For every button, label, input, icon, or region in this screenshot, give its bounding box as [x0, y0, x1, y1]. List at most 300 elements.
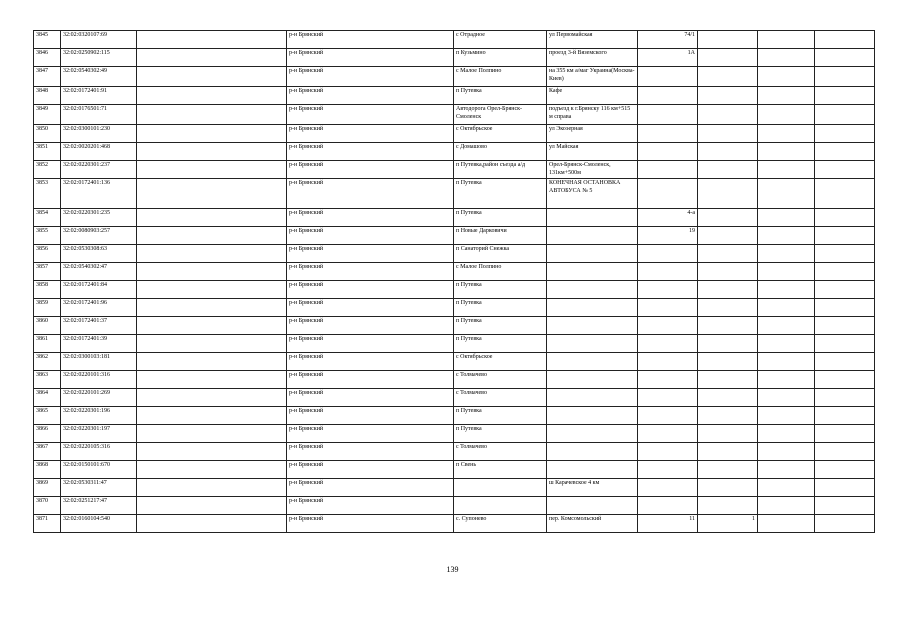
house-number-cell: [638, 245, 698, 263]
locality-cell: с Толмачево: [454, 443, 547, 461]
table-row: [34, 49, 875, 67]
table-row: [34, 443, 875, 461]
locality-cell: п Путевка: [454, 407, 547, 425]
cadastral-number-cell: 32:02:0250902:115: [61, 49, 137, 67]
empty-cell: [137, 335, 287, 353]
table-row: [34, 263, 875, 281]
table-row: [34, 281, 875, 299]
locality-cell: с. Супонево: [454, 515, 547, 533]
house-number-cell: [638, 161, 698, 179]
empty-cell: [815, 407, 875, 425]
house-number-cell: [638, 497, 698, 515]
street-cell: [547, 227, 638, 245]
row-number-cell: 3869: [34, 479, 61, 497]
locality-cell: п Путевка: [454, 179, 547, 209]
row-number-cell: 3866: [34, 425, 61, 443]
street-cell: [547, 461, 638, 479]
row-number-cell: 3870: [34, 497, 61, 515]
street-cell: пер. Комсомольский: [547, 515, 638, 533]
building-number-cell: [698, 317, 758, 335]
cadastral-number-cell: 32:02:0020201:468: [61, 143, 137, 161]
cadastral-number-cell: 32:02:0220101:316: [61, 371, 137, 389]
empty-cell: [758, 105, 815, 125]
table-row: [34, 515, 875, 533]
street-cell: [547, 389, 638, 407]
empty-cell: [758, 461, 815, 479]
empty-cell: [758, 515, 815, 533]
empty-cell: [815, 281, 875, 299]
row-number-cell: 3865: [34, 407, 61, 425]
building-number-cell: [698, 161, 758, 179]
cadastral-number-cell: 32:02:0251217:47: [61, 497, 137, 515]
cadastral-number-cell: 32:02:0320107:69: [61, 31, 137, 49]
building-number-cell: [698, 425, 758, 443]
empty-cell: [815, 179, 875, 209]
house-number-cell: 74/1: [638, 31, 698, 49]
empty-cell: [758, 209, 815, 227]
street-cell: [547, 299, 638, 317]
empty-cell: [137, 515, 287, 533]
street-cell: [547, 209, 638, 227]
table-row: [34, 105, 875, 125]
district-cell: р-н Брянский: [287, 425, 454, 443]
building-number-cell: [698, 209, 758, 227]
table-row: [34, 245, 875, 263]
table-row: [34, 497, 875, 515]
row-number-cell: 3860: [34, 317, 61, 335]
empty-cell: [815, 49, 875, 67]
street-cell: КОНЕЧНАЯ ОСТАНОВКА АВТОБУСА № 5: [547, 179, 638, 209]
locality-cell: п Путевка,район съезда а/д: [454, 161, 547, 179]
empty-cell: [815, 143, 875, 161]
row-number-cell: 3857: [34, 263, 61, 281]
empty-cell: [137, 389, 287, 407]
locality-cell: п Санаторий Снежка: [454, 245, 547, 263]
row-number-cell: 3853: [34, 179, 61, 209]
empty-cell: [137, 31, 287, 49]
district-cell: р-н Брянский: [287, 263, 454, 281]
row-number-cell: 3862: [34, 353, 61, 371]
table-row: [34, 227, 875, 245]
house-number-cell: [638, 299, 698, 317]
row-number-cell: 3863: [34, 371, 61, 389]
building-number-cell: [698, 389, 758, 407]
page-number: 139: [446, 565, 459, 574]
empty-cell: [137, 263, 287, 281]
empty-cell: [758, 479, 815, 497]
cadastral-number-cell: 32:02:0172401:136: [61, 179, 137, 209]
empty-cell: [137, 49, 287, 67]
street-cell: Орел-Брянск-Смоленск, 131км+500м: [547, 161, 638, 179]
row-number-cell: 3854: [34, 209, 61, 227]
locality-cell: с Толмачево: [454, 389, 547, 407]
street-cell: [547, 317, 638, 335]
cadastral-number-cell: 32:02:0540302:47: [61, 263, 137, 281]
row-number-cell: 3852: [34, 161, 61, 179]
street-cell: ул Экоэерная: [547, 125, 638, 143]
building-number-cell: [698, 143, 758, 161]
street-cell: [547, 245, 638, 263]
empty-cell: [758, 161, 815, 179]
empty-cell: [815, 443, 875, 461]
cadastral-number-cell: 32:02:0172401:37: [61, 317, 137, 335]
district-cell: р-н Брянский: [287, 443, 454, 461]
table-row: [34, 87, 875, 105]
district-cell: р-н Брянский: [287, 353, 454, 371]
district-cell: р-н Брянский: [287, 143, 454, 161]
row-number-cell: 3855: [34, 227, 61, 245]
empty-cell: [137, 371, 287, 389]
empty-cell: [137, 179, 287, 209]
cadastral-number-cell: 32:02:0220301:197: [61, 425, 137, 443]
cadastral-number-cell: 32:02:0172401:39: [61, 335, 137, 353]
house-number-cell: [638, 371, 698, 389]
cadastral-number-cell: 32:02:0220101:269: [61, 389, 137, 407]
empty-cell: [758, 497, 815, 515]
locality-cell: п Свень: [454, 461, 547, 479]
empty-cell: [137, 407, 287, 425]
street-cell: проезд 3-й Вяземского: [547, 49, 638, 67]
street-cell: на 355 км а/маг Украина(Москва-Киев): [547, 67, 638, 87]
locality-cell: п Путевка: [454, 299, 547, 317]
district-cell: р-н Брянский: [287, 299, 454, 317]
house-number-cell: 19: [638, 227, 698, 245]
empty-cell: [758, 87, 815, 105]
empty-cell: [815, 67, 875, 87]
empty-cell: [815, 425, 875, 443]
empty-cell: [758, 179, 815, 209]
building-number-cell: [698, 245, 758, 263]
district-cell: р-н Брянский: [287, 161, 454, 179]
locality-cell: с Домашово: [454, 143, 547, 161]
street-cell: [547, 281, 638, 299]
empty-cell: [758, 407, 815, 425]
locality-cell: [454, 497, 547, 515]
table-row: [34, 425, 875, 443]
empty-cell: [815, 125, 875, 143]
locality-cell: с Октябрьское: [454, 125, 547, 143]
house-number-cell: [638, 87, 698, 105]
table-row: [34, 353, 875, 371]
table-row: [34, 389, 875, 407]
empty-cell: [815, 31, 875, 49]
street-cell: Кафе: [547, 87, 638, 105]
row-number-cell: 3858: [34, 281, 61, 299]
table-row: [34, 31, 875, 49]
locality-cell: п Путевка: [454, 317, 547, 335]
building-number-cell: [698, 443, 758, 461]
street-cell: [547, 353, 638, 371]
house-number-cell: [638, 263, 698, 281]
house-number-cell: [638, 179, 698, 209]
building-number-cell: [698, 407, 758, 425]
empty-cell: [758, 263, 815, 281]
empty-cell: [137, 425, 287, 443]
row-number-cell: 3864: [34, 389, 61, 407]
row-number-cell: 3850: [34, 125, 61, 143]
empty-cell: [137, 143, 287, 161]
locality-cell: Автодорога Орел-Брянск-Смоленск: [454, 105, 547, 125]
district-cell: р-н Брянский: [287, 105, 454, 125]
district-cell: р-н Брянский: [287, 227, 454, 245]
empty-cell: [815, 371, 875, 389]
street-cell: ш Карачевское 4 км: [547, 479, 638, 497]
building-number-cell: [698, 49, 758, 67]
locality-cell: п Новые Дарковичи: [454, 227, 547, 245]
table-row: [34, 335, 875, 353]
house-number-cell: [638, 317, 698, 335]
locality-cell: п Путевка: [454, 425, 547, 443]
locality-cell: [454, 479, 547, 497]
empty-cell: [758, 371, 815, 389]
district-cell: р-н Брянский: [287, 389, 454, 407]
district-cell: р-н Брянский: [287, 245, 454, 263]
locality-cell: с Малое Полпино: [454, 67, 547, 87]
empty-cell: [758, 335, 815, 353]
building-number-cell: 1: [698, 515, 758, 533]
cadastral-number-cell: 32:02:0220301:235: [61, 209, 137, 227]
empty-cell: [815, 209, 875, 227]
empty-cell: [137, 209, 287, 227]
empty-cell: [137, 461, 287, 479]
empty-cell: [758, 281, 815, 299]
empty-cell: [815, 479, 875, 497]
house-number-cell: 4-а: [638, 209, 698, 227]
street-cell: [547, 443, 638, 461]
cadastral-number-cell: 32:02:0530308:63: [61, 245, 137, 263]
street-cell: [547, 497, 638, 515]
empty-cell: [758, 245, 815, 263]
table-row: [34, 299, 875, 317]
building-number-cell: [698, 461, 758, 479]
row-number-cell: 3845: [34, 31, 61, 49]
empty-cell: [815, 353, 875, 371]
empty-cell: [815, 105, 875, 125]
street-cell: [547, 371, 638, 389]
empty-cell: [758, 49, 815, 67]
district-cell: р-н Брянский: [287, 407, 454, 425]
house-number-cell: [638, 67, 698, 87]
empty-cell: [137, 125, 287, 143]
building-number-cell: [698, 371, 758, 389]
building-number-cell: [698, 281, 758, 299]
building-number-cell: [698, 179, 758, 209]
district-cell: р-н Брянский: [287, 31, 454, 49]
street-cell: ул Первомайская: [547, 31, 638, 49]
house-number-cell: [638, 407, 698, 425]
empty-cell: [758, 31, 815, 49]
building-number-cell: [698, 335, 758, 353]
row-number-cell: 3868: [34, 461, 61, 479]
building-number-cell: [698, 125, 758, 143]
street-cell: [547, 263, 638, 281]
table-row: [34, 479, 875, 497]
street-cell: [547, 335, 638, 353]
empty-cell: [815, 497, 875, 515]
row-number-cell: 3871: [34, 515, 61, 533]
district-cell: р-н Брянский: [287, 335, 454, 353]
empty-cell: [815, 317, 875, 335]
street-cell: ул Майская: [547, 143, 638, 161]
locality-cell: с Октябрьское: [454, 353, 547, 371]
empty-cell: [815, 515, 875, 533]
row-number-cell: 3867: [34, 443, 61, 461]
empty-cell: [137, 299, 287, 317]
cadastral-number-cell: 32:02:0220301:237: [61, 161, 137, 179]
empty-cell: [815, 389, 875, 407]
locality-cell: п Путевка: [454, 209, 547, 227]
empty-cell: [815, 227, 875, 245]
locality-cell: с Отрадное: [454, 31, 547, 49]
cadastral-number-cell: 32:02:0172401:96: [61, 299, 137, 317]
cadastral-number-cell: 32:02:0150101:670: [61, 461, 137, 479]
empty-cell: [137, 497, 287, 515]
building-number-cell: [698, 67, 758, 87]
locality-cell: п Путевка: [454, 281, 547, 299]
house-number-cell: [638, 461, 698, 479]
row-number-cell: 3849: [34, 105, 61, 125]
cadastral-number-cell: 32:02:0300101:230: [61, 125, 137, 143]
cadastral-number-cell: 32:02:0160104:540: [61, 515, 137, 533]
empty-cell: [758, 317, 815, 335]
empty-cell: [137, 443, 287, 461]
empty-cell: [758, 227, 815, 245]
building-number-cell: [698, 497, 758, 515]
district-cell: р-н Брянский: [287, 125, 454, 143]
building-number-cell: [698, 227, 758, 245]
empty-cell: [137, 161, 287, 179]
empty-cell: [137, 105, 287, 125]
empty-cell: [815, 87, 875, 105]
house-number-cell: [638, 425, 698, 443]
table-row: [34, 143, 875, 161]
empty-cell: [758, 67, 815, 87]
cadastral-number-cell: 32:02:0172401:84: [61, 281, 137, 299]
building-number-cell: [698, 105, 758, 125]
cadastral-number-cell: 32:02:0530311:47: [61, 479, 137, 497]
house-number-cell: 1А: [638, 49, 698, 67]
register-rows: [34, 31, 875, 533]
district-cell: р-н Брянский: [287, 67, 454, 87]
cadastral-number-cell: 32:02:0220105:316: [61, 443, 137, 461]
cadastral-number-cell: 32:02:0220301:196: [61, 407, 137, 425]
street-cell: подъезд к г.Брянску 116 км+515 м справа: [547, 105, 638, 125]
empty-cell: [758, 425, 815, 443]
district-cell: р-н Брянский: [287, 87, 454, 105]
locality-cell: п Путевка: [454, 87, 547, 105]
building-number-cell: [698, 87, 758, 105]
locality-cell: п Кузьмино: [454, 49, 547, 67]
empty-cell: [137, 67, 287, 87]
building-number-cell: [698, 479, 758, 497]
street-cell: [547, 407, 638, 425]
empty-cell: [815, 461, 875, 479]
cadastral-number-cell: 32:02:0540302:49: [61, 67, 137, 87]
register-table: [33, 30, 875, 533]
district-cell: р-н Брянский: [287, 497, 454, 515]
table-row: [34, 67, 875, 87]
street-cell: [547, 425, 638, 443]
district-cell: р-н Брянский: [287, 371, 454, 389]
district-cell: р-н Брянский: [287, 479, 454, 497]
empty-cell: [815, 161, 875, 179]
district-cell: р-н Брянский: [287, 209, 454, 227]
district-cell: р-н Брянский: [287, 281, 454, 299]
house-number-cell: [638, 389, 698, 407]
table-row: [34, 161, 875, 179]
empty-cell: [137, 353, 287, 371]
building-number-cell: [698, 353, 758, 371]
empty-cell: [137, 87, 287, 105]
house-number-cell: 11: [638, 515, 698, 533]
row-number-cell: 3846: [34, 49, 61, 67]
table-row: [34, 209, 875, 227]
empty-cell: [137, 281, 287, 299]
empty-cell: [758, 143, 815, 161]
empty-cell: [815, 263, 875, 281]
district-cell: р-н Брянский: [287, 461, 454, 479]
district-cell: р-н Брянский: [287, 49, 454, 67]
house-number-cell: [638, 143, 698, 161]
district-cell: р-н Брянский: [287, 317, 454, 335]
row-number-cell: 3859: [34, 299, 61, 317]
empty-cell: [758, 443, 815, 461]
empty-cell: [758, 389, 815, 407]
empty-cell: [758, 125, 815, 143]
district-cell: р-н Брянский: [287, 179, 454, 209]
table-row: [34, 179, 875, 209]
house-number-cell: [638, 281, 698, 299]
table-row: [34, 461, 875, 479]
row-number-cell: 3861: [34, 335, 61, 353]
house-number-cell: [638, 353, 698, 371]
locality-cell: п Путевка: [454, 335, 547, 353]
row-number-cell: 3848: [34, 87, 61, 105]
locality-cell: с Малое Полпино: [454, 263, 547, 281]
row-number-cell: 3851: [34, 143, 61, 161]
table-row: [34, 125, 875, 143]
district-cell: р-н Брянский: [287, 515, 454, 533]
empty-cell: [815, 299, 875, 317]
building-number-cell: [698, 31, 758, 49]
table-row: [34, 317, 875, 335]
empty-cell: [137, 227, 287, 245]
row-number-cell: 3856: [34, 245, 61, 263]
building-number-cell: [698, 299, 758, 317]
empty-cell: [137, 317, 287, 335]
cadastral-number-cell: 32:02:0172401:91: [61, 87, 137, 105]
row-number-cell: 3847: [34, 67, 61, 87]
building-number-cell: [698, 263, 758, 281]
empty-cell: [137, 245, 287, 263]
empty-cell: [758, 299, 815, 317]
locality-cell: с Толмачево: [454, 371, 547, 389]
house-number-cell: [638, 125, 698, 143]
house-number-cell: [638, 443, 698, 461]
table-row: [34, 371, 875, 389]
cadastral-number-cell: 32:02:0300103:181: [61, 353, 137, 371]
empty-cell: [815, 335, 875, 353]
house-number-cell: [638, 335, 698, 353]
empty-cell: [815, 245, 875, 263]
empty-cell: [137, 479, 287, 497]
cadastral-number-cell: 32:02:0176501:71: [61, 105, 137, 125]
cadastral-number-cell: 32:02:0080903:257: [61, 227, 137, 245]
house-number-cell: [638, 105, 698, 125]
empty-cell: [758, 353, 815, 371]
table-row: [34, 407, 875, 425]
house-number-cell: [638, 479, 698, 497]
